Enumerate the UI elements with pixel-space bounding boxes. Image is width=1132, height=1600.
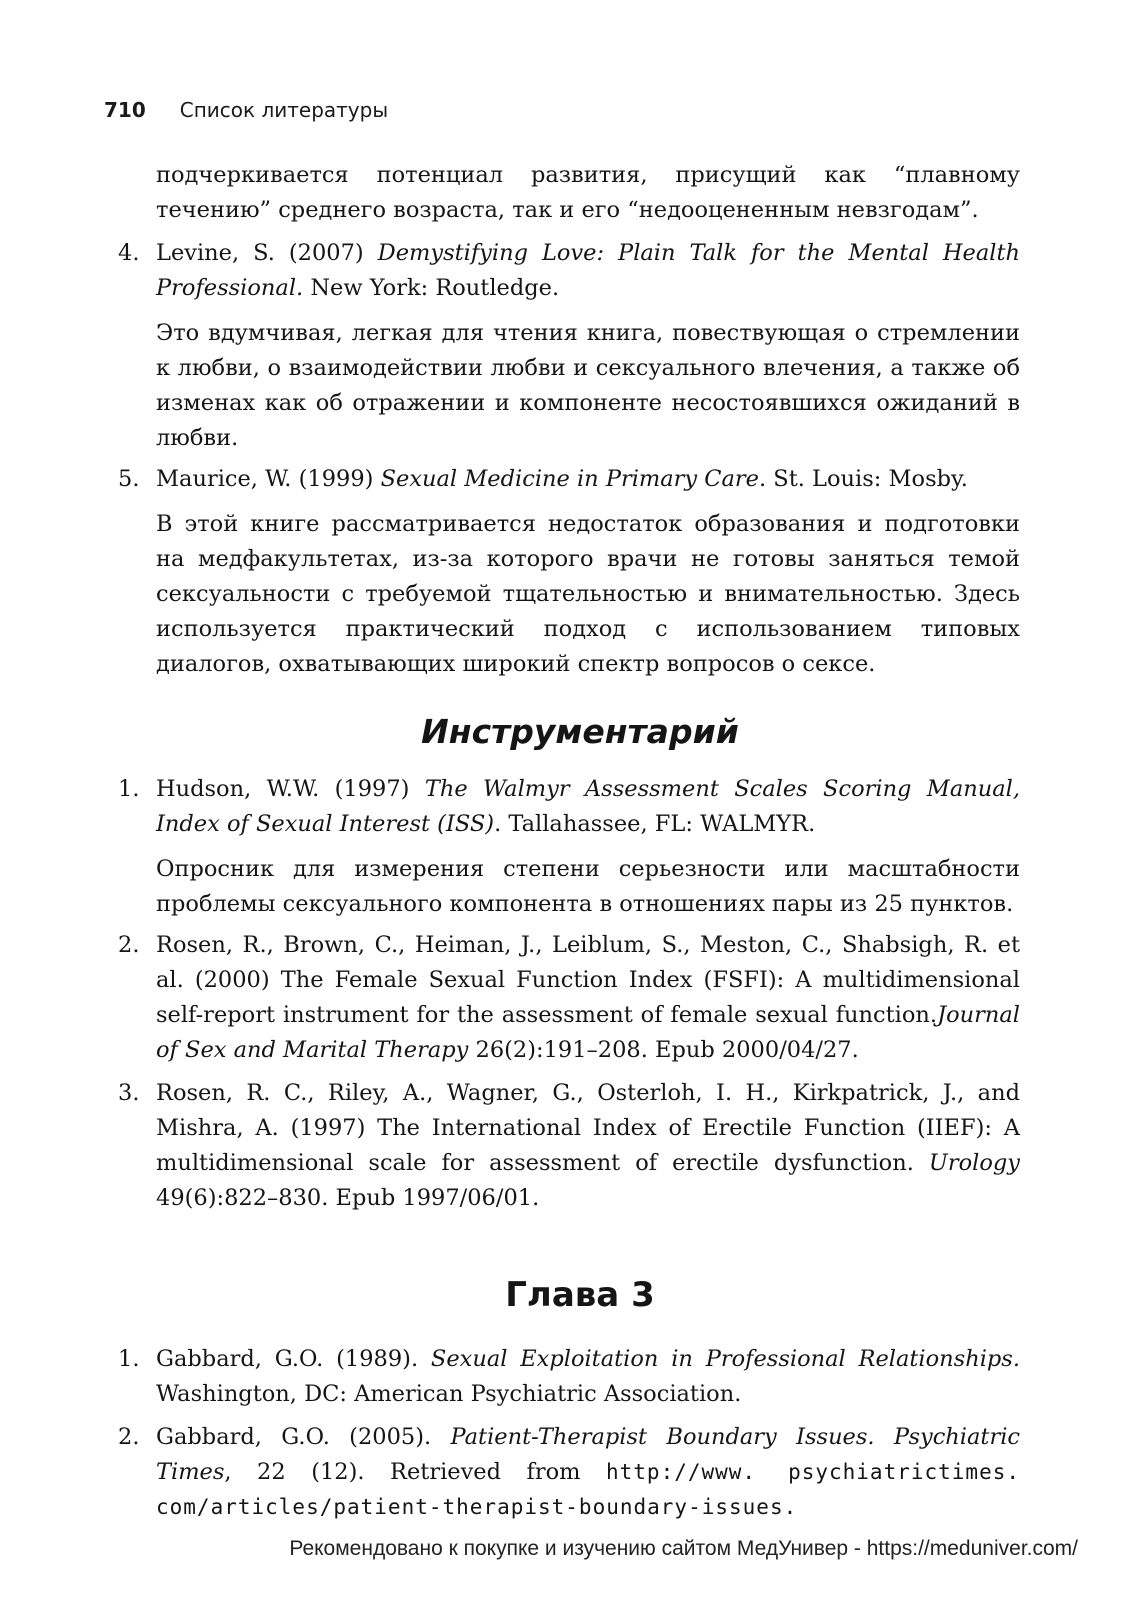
page-body [110,158,1020,1525]
reference-item [110,236,1020,306]
section-heading-instruments: Инструментарий [421,712,739,751]
reference-annotation: В этой книге рассматривается недостаток образования и подготовки на медфакультетах, из-за которого врачи не готовы заняться темой сексуальности с требуемой тщательностью и внимательностью. Здесь используется практический подход с использованием типовых диалогов, охватывающих широкий спектр вопросов о сексе. [156,511,1020,677]
reference-annotation: Это вдумчивая, легкая для чтения книга, повествующая о стремлении к любви, о взаимодействии любви и сексуального влечения, а также об изменах как об отражении и компоненте несостоявшихся ожиданий в любви. [156,320,1020,451]
footer-watermark: Рекомендовано к покупке и изучению сайтом МедУнивер - https://meduniver.com/ [289,1537,1078,1560]
reference-authors: Levine, S. (2007) [156,240,378,266]
reference-item [110,1420,1020,1525]
reference-authors: Maurice, W. (1999) [156,466,381,492]
reference-journal: Urology [928,1150,1020,1176]
running-head [104,98,388,122]
reference-details: , 22 (12). Retrieved from [224,1459,606,1485]
reference-item [110,1342,1020,1412]
reference-item [110,772,1020,842]
reference-publisher: . St. Louis: Mosby. [758,466,968,492]
continued-annotation: подчеркивается потенциал развития, присущий как “плавному течению” среднего возраста, так и его “недооцененным невзгодам”. [156,162,1020,223]
reference-title: Sexual Exploitation in Professional Relationships. [430,1346,1021,1372]
reference-number: 3. [118,1080,140,1106]
reference-publisher: Washington, DC: American Psychiatric Association. [156,1381,742,1407]
reference-number: 2. [118,932,140,958]
section-heading-chapter-3: Глава 3 [505,1275,655,1315]
reference-item [110,928,1020,1068]
reference-authors: Rosen, R. C., Riley, A., Wagner, G., Osterloh, I. H., Kirkpatrick, J., and Mishra, A. (1997) The International Index of Erectile Function (IIEF): A multidimensional scale for assessment of erectile dysfunction. [156,1080,1020,1176]
reference-authors: Gabbard, G.O. (2005). [156,1424,451,1450]
reference-title: The Walmyr Assessment Scales Scoring Manual, Index of Sexual Interest (ISS) [156,776,1021,837]
reference-number: 5. [118,466,140,492]
reference-item [110,462,1020,497]
reference-item [110,1076,1020,1216]
running-head-title: Список литературы [179,98,389,122]
reference-publisher: New York: Routledge. [303,275,560,301]
reference-number: 4. [118,240,140,266]
reference-details: 49(6):822–830. Epub 1997/06/01. [156,1185,540,1211]
reference-annotation: Опросник для измерения степени серьезности или масштабности проблемы сексуального компонента в отношениях пары из 25 пунктов. [156,856,1020,917]
reference-authors: Rosen, R., Brown, C., Heiman, J., Leiblum, S., Meston, C., Shabsigh, R. et al. (2000) The Female Sexual Function Index (FSFI): A multidimensional self-report instrument for the assessment of female sexual function. [156,932,1020,1028]
reference-number: 2. [118,1424,140,1450]
reference-details: 26(2):191–208. Epub 2000/04/27. [468,1037,859,1063]
reference-authors: Gabbard, G.O. (1989). [156,1346,431,1372]
reference-number: 1. [118,776,140,802]
reference-journal: Journal of Sex and Marital Therapy [156,1002,1020,1063]
reference-url[interactable]: http://www. psychiatrictimes. com/articles/patient-therapist-boundary-issues. [156,1460,1020,1519]
reference-title: Demystifying Love: Plain Talk for the Mental Health Professional. [156,240,1020,301]
reference-authors: Hudson, W.W. (1997) [156,776,425,802]
reference-publisher: . Tallahassee, FL: WALMYR. [494,811,816,837]
reference-title: Sexual Medicine in Primary Care [380,466,759,492]
page-number: 710 [104,98,146,122]
reference-title: Patient-Therapist Boundary Issues. Psychiatric Times [156,1424,1020,1485]
reference-number: 1. [118,1346,140,1372]
